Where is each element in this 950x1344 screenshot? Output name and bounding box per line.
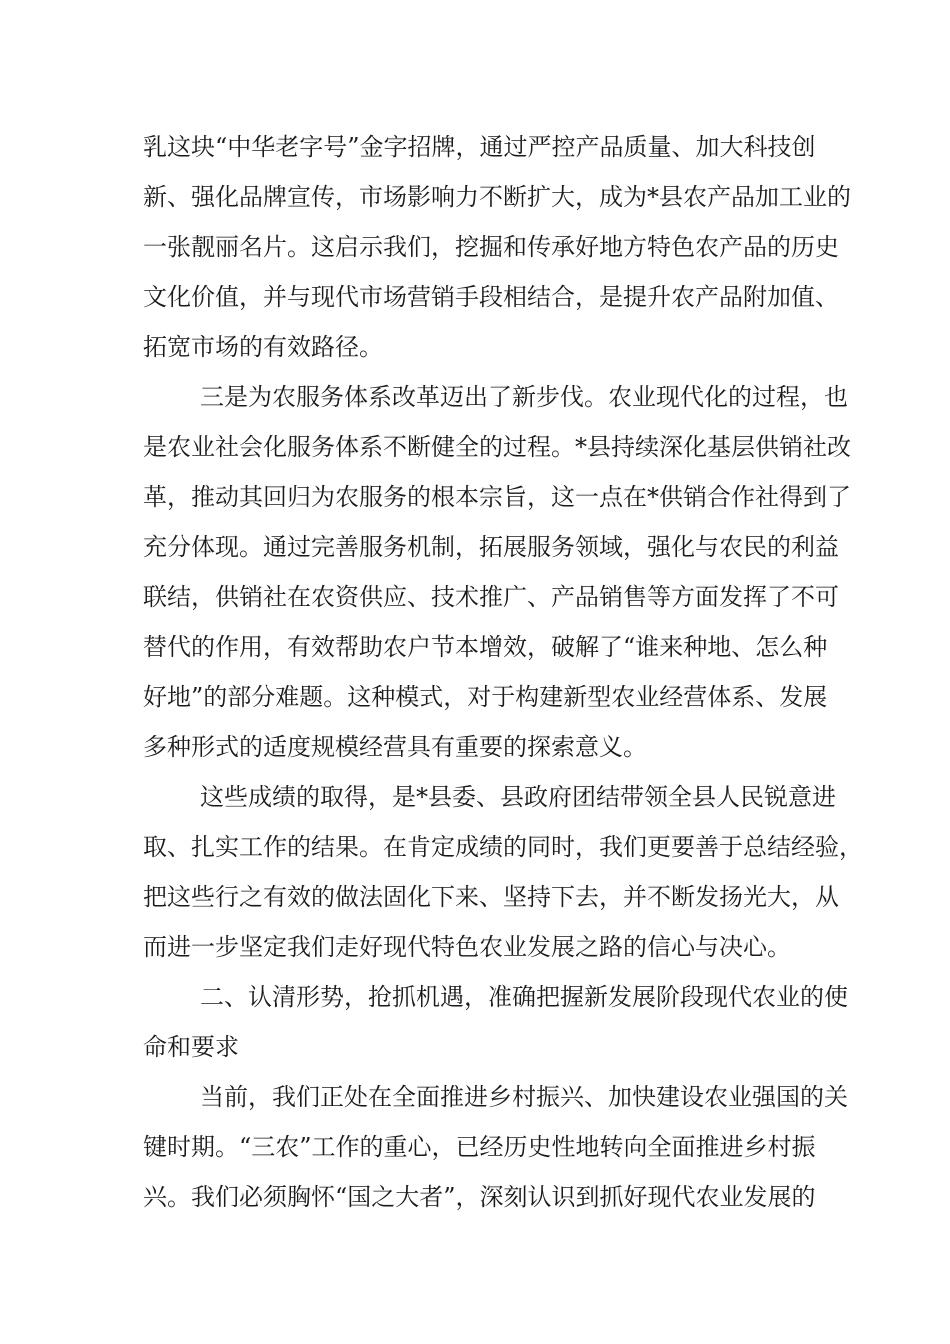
text-line-11: 替代的作用，有效帮助农户节本增效，破解了“谁来种地、怎么种: [143, 633, 828, 661]
text-line-1: 乳这块“中华老字号”金字招牌，通过严控产品质量、加大科技创: [143, 133, 816, 161]
text-line-6: 三是为农服务体系改革迈出了新步伐。农业现代化的过程，也: [200, 383, 848, 411]
section-heading-line-2: 命和要求: [143, 1033, 239, 1061]
text-line-17: 而进一步坚定我们走好现代特色农业发展之路的信心与决心。: [143, 933, 791, 961]
section-heading-line-1: 二、认清形势，抢抓机遇，准确把握新发展阶段现代农业的使: [200, 983, 848, 1011]
text-line-12: 好地”的部分难题。这种模式，对于构建新型农业经营体系、发展: [143, 683, 828, 711]
text-line-16: 把这些行之有效的做法固化下来、坚持下去，并不断发扬光大，从: [143, 883, 839, 911]
text-line-8: 革，推动其回归为农服务的根本宗旨，这一点在*供销合作社得到了: [143, 483, 851, 511]
text-line-10: 联结，供销社在农资供应、技术推广、产品销售等方面发挥了不可: [143, 583, 839, 611]
text-line-7: 是农业社会化服务体系不断健全的过程。*县持续深化基层供销社改: [143, 433, 851, 461]
text-line-4: 文化价值，并与现代市场营销手段相结合，是提升农产品附加值、: [143, 283, 839, 311]
text-line-20: 当前，我们正处在全面推进乡村振兴、加快建设农业强国的关: [200, 1083, 848, 1111]
text-line-5: 拓宽市场的有效路径。: [143, 333, 383, 361]
text-line-21: 键时期。“三农”工作的重心，已经历史性地转向全面推进乡村振: [143, 1133, 816, 1161]
text-line-22: 兴。我们必须胸怀“国之大者”，深刻认识到抓好现代农业发展的: [143, 1183, 816, 1211]
text-line-15: 取、扎实工作的结果。在肯定成绩的同时，我们更要善于总结经验，: [143, 833, 863, 861]
text-line-13: 多种形式的适度规模经营具有重要的探索意义。: [143, 733, 647, 761]
text-line-2: 新、强化品牌宣传，市场影响力不断扩大，成为*县农产品加工业的: [143, 183, 851, 211]
text-line-3: 一张靓丽名片。这启示我们，挖掘和传承好地方特色农产品的历史: [143, 233, 839, 261]
text-line-14: 这些成绩的取得，是*县委、县政府团结带领全县人民锐意进: [200, 783, 836, 811]
text-line-9: 充分体现。通过完善服务机制，拓展服务领域，强化与农民的利益: [143, 533, 839, 561]
